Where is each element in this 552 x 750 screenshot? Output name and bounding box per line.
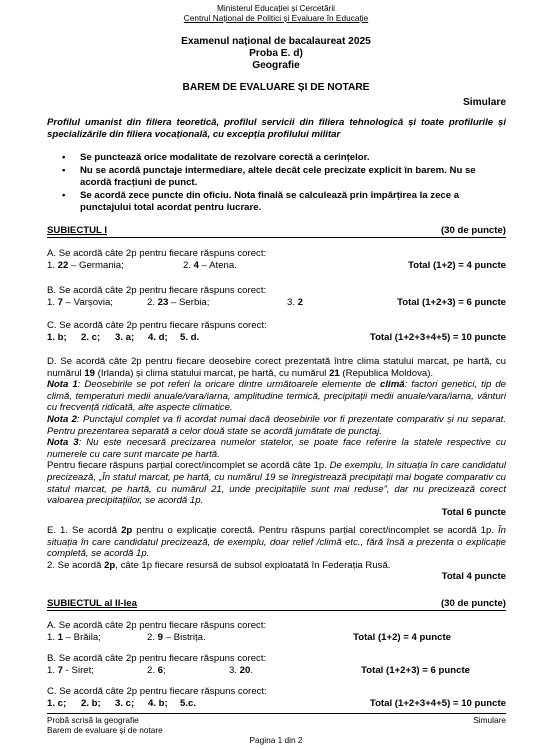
answer-1: 1. 7 - Siret;	[47, 664, 94, 676]
answer: 3. a;	[115, 331, 135, 343]
ministry-header	[0, 3, 552, 23]
answer-row	[47, 332, 506, 344]
answer: 2. c;	[81, 331, 101, 343]
answer-3: 3. 2	[287, 296, 304, 308]
barem-title: BAREM DE EVALUARE ȘI DE NOTARE	[182, 82, 370, 93]
answer: 5.c.	[180, 697, 197, 709]
nota-2: Nota 2: Punctajul complet va fi acordat numai dacă deosebirile vor fi prezentate comparativ și nu separat. Pentru prezentarea separată a celor două state se acordă jumătate de punctaj.	[47, 413, 506, 437]
answer-1: 1. 7 – Varșovia;	[47, 296, 113, 308]
item-total: Total 4 puncte	[441, 571, 506, 583]
answer-row	[47, 260, 506, 272]
item-intro: A. Se acordă câte 2p pentru fiecare răspuns corect:	[47, 620, 267, 631]
answer-row	[47, 632, 506, 644]
answer-2: 2. 9 – Bistrița.	[147, 631, 206, 643]
item-intro: C. Se acordă câte 2p pentru fiecare răspuns corect:	[47, 686, 267, 697]
item-intro: C. Se acordă câte 2p pentru fiecare răspuns corect:	[47, 320, 267, 331]
item-total: Total (1+2+3) = 6 puncte	[397, 296, 506, 308]
ministry-name: Ministerul Educației și Cercetării	[216, 3, 336, 13]
s2-item-c	[47, 686, 506, 710]
item-intro: B. Se acordă câte 2p pentru fiecare răspuns corect:	[47, 653, 267, 664]
answer-row	[47, 297, 506, 309]
exam-subject: Geografie	[252, 60, 300, 72]
item-intro: A. Se acordă câte 2p pentru fiecare răspuns corect:	[47, 248, 267, 259]
s1-item-e	[47, 525, 506, 583]
answer-2: 2. 23 – Serbia;	[147, 296, 210, 308]
answer: 5. d.	[180, 331, 200, 343]
answer-1: 1. 22 – Germania;	[47, 259, 124, 271]
section-points: (30 de puncte)	[440, 598, 506, 609]
exam-title: Examenul național de bacalaureat 2025	[181, 36, 371, 47]
answer: 1. c;	[47, 697, 67, 709]
rule-item: • Se punctează orice modalitate de rezolvare corectă a cerințelor.	[62, 152, 506, 164]
rule-item: • Se acordă zece puncte din oficiu. Nota finală se calculează prin împărțirea la zece a punctajului total acordat pentru lucrare.	[62, 190, 506, 214]
nota-3: Nota 3: Nu este necesară precizarea numelor statelor, se poate face referire la statele respective cu numerele cu care sunt marcate pe hartă.	[47, 437, 506, 460]
footer-left-2: Barem de evaluare și de notare	[47, 725, 163, 735]
answer: 4. b;	[148, 697, 168, 709]
answer: 3. c;	[115, 697, 135, 709]
s2-item-b	[47, 653, 506, 677]
s1-item-b	[47, 285, 506, 309]
footer	[47, 715, 506, 735]
page-number: Pagina 1 din 2	[249, 735, 303, 745]
rule-item: • Nu se acordă punctaje intermediare, altele decât cele precizate explicit în barem. Nu se acordă fracțiuni de punct.	[62, 165, 506, 189]
footer-right: Simulare	[473, 715, 506, 725]
answer: 2. b;	[81, 697, 101, 709]
s1-item-d	[47, 356, 506, 518]
section-header-s2	[47, 598, 506, 611]
partial-credit: Pentru fiecare răspuns parțial corect/incomplet se acordă câte 1p. De exemplu, în situația în care candidatul precizează, „În statul marcat, pe hartă, cu numărul 19 se înregistrează precipitații mai bogate comparativ cu statul marcat, pe hartă, cu numărul 21, unde precipitațiile sunt mai reduse”, dar nu precizează corect valoarea precipitațiilor, se acordă 1p.	[47, 460, 506, 507]
center-name: Centrul Național de Politici și Evaluare în Educație	[183, 13, 369, 23]
item-total: Total 6 puncte	[441, 506, 506, 518]
answer-row	[47, 698, 506, 710]
answer-2: 2. 4 – Atena.	[183, 259, 237, 271]
general-rules-list	[62, 152, 506, 215]
item-total: Total (1+2+3+4+5) = 10 puncte	[369, 331, 506, 343]
s1-item-c	[47, 320, 506, 344]
section-header-s1	[47, 225, 506, 238]
item-total: Total (1+2+3+4+5) = 10 puncte	[369, 697, 506, 709]
section-points: (30 de puncte)	[440, 225, 506, 236]
item-intro: B. Se acordă câte 2p pentru fiecare răspuns corect:	[47, 285, 267, 296]
answer-2: 2. 6;	[147, 664, 166, 676]
item-e2: 2. Se acordă 2p, câte 1p fiecare resursă de subsol exploatată în Federația Rusă.	[47, 559, 391, 571]
item-e1: E. 1. Se acordă 2p pentru o explicație corectă. Pentru răspuns parțial corect/incomplet se acordă 1p. În situația în care candidatul precizează, de exemplu, doar relief /climă etc., fără însă a prezenta o explicație completă, se acordă 1p.	[47, 525, 507, 560]
exam-proba: Proba E. d)	[249, 48, 303, 60]
section-title: SUBIECTUL I	[47, 225, 108, 236]
exam-heading	[0, 36, 552, 73]
item-total: Total (1+2) = 4 puncte	[408, 259, 506, 271]
s2-item-a	[47, 620, 506, 644]
simulare-label: Simulare	[462, 97, 506, 108]
nota-1: Nota 1: Deosebirile se pot referi la oricare dintre următoarele elemente de climă: factori genetici, tip de climă, temperaturi medii anuale/vara/iarna, amplitudine termică, precipitații medii anuale/vara/iarna, vânturi cu frecvență ridicată, alte aspecte climatice.	[47, 379, 506, 414]
item-total: Total (1+2) = 4 puncte	[353, 631, 451, 643]
answer-3: 3. 20.	[229, 664, 254, 676]
answer-1: 1. 1 – Brăila;	[47, 631, 101, 643]
item-total: Total (1+2+3) = 6 puncte	[361, 664, 470, 676]
footer-divider	[47, 713, 506, 714]
footer-left-1: Probă scrisă la geografie	[47, 715, 139, 725]
answer-row	[47, 665, 506, 677]
s1-item-a	[47, 248, 506, 272]
answer: 4. d;	[148, 331, 168, 343]
section-title: SUBIECTUL al II-lea	[47, 598, 137, 609]
answer: 1. b;	[47, 331, 67, 343]
profile-text: Profilul umanist din filiera teoretică, profilul servicii din filiera tehnologică și toate profilurile și specializările din filiera vocațională, cu excepția profilului militar	[47, 117, 506, 141]
item-d-intro: D. Se acordă câte 2p pentru fiecare deosebire corect prezentată între clima statului marcat, pe hartă, cu numărul 19 (Irlanda) și clima statului marcat, pe hartă, cu numărul 21 (Republica Moldova).	[47, 356, 506, 379]
